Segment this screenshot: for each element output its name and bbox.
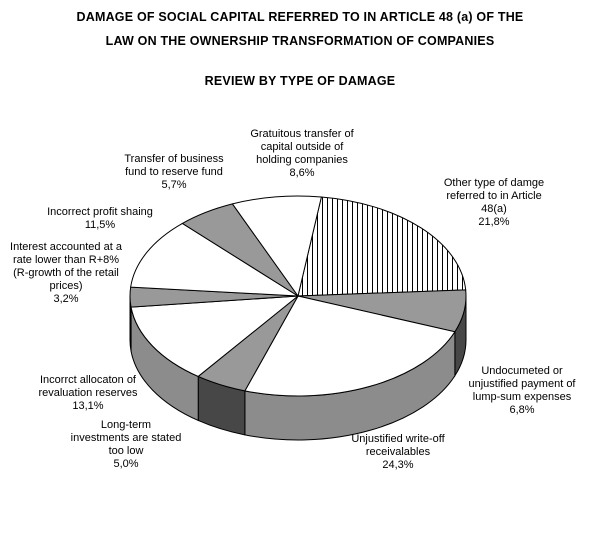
slice-category-label: too low	[108, 445, 144, 457]
slice-value-label: 21,8%	[478, 216, 510, 228]
slice-category-label: (R-growth of the retail	[13, 267, 119, 279]
slice-category-label: Gratuitous transfer of	[250, 128, 354, 140]
slice-category-label: holding companies	[256, 154, 348, 166]
slice-value-label: 6,8%	[509, 404, 535, 416]
slice-value-label: 13,1%	[72, 400, 104, 412]
slice-label-3	[71, 419, 182, 470]
slice-category-label: Undocumeted or	[481, 365, 563, 377]
slice-label-8	[250, 128, 354, 179]
slice-value-label: 8,6%	[289, 167, 315, 179]
chart-subtitle: REVIEW BY TYPE OF DAMAGE	[204, 74, 396, 88]
slice-value-label: 3,2%	[53, 293, 79, 305]
chart-title-line-1: DAMAGE OF SOCIAL CAPITAL REFERRED TO IN ARTICLE 48 (a) OF THE	[76, 10, 524, 24]
slice-category-label: fund to reserve fund	[125, 166, 223, 178]
slice-category-label: Transfer of business	[124, 153, 224, 165]
slice-category-label: capital outside of	[260, 141, 344, 153]
pie-slice-0	[298, 197, 466, 296]
pie-top-faces	[130, 196, 466, 396]
slice-label-1	[468, 365, 576, 416]
slice-label-2	[351, 433, 445, 471]
slice-category-label: referred to in Article	[446, 190, 542, 202]
slice-category-label: receivalables	[365, 446, 431, 458]
slice-value-label: 5,0%	[113, 458, 139, 470]
slice-label-0	[444, 177, 544, 228]
slice-category-label: Long-term	[100, 419, 152, 431]
slice-category-label: Incorrect profit shaing	[47, 206, 153, 218]
slice-category-label: Interest accounted at a	[10, 241, 122, 253]
slice-value-label: 24,3%	[382, 459, 414, 471]
slice-category-label: revaluation reserves	[38, 387, 138, 399]
slice-category-label: unjustified payment of	[468, 378, 576, 390]
slice-label-7	[124, 153, 224, 191]
slice-category-label: Other type of damge	[443, 177, 545, 189]
slice-value-label: 5,7%	[161, 179, 187, 191]
chart-title-line-2: LAW ON THE OWNERSHIP TRANSFORMATION OF COMPANIES	[105, 34, 495, 48]
slice-category-label: 48(a)	[481, 203, 507, 215]
slice-label-4	[38, 374, 138, 412]
slice-value-label: 11,5%	[84, 219, 116, 231]
slice-label-6	[47, 206, 153, 231]
slice-category-label: investments are stated	[70, 432, 182, 444]
slice-category-label: Incorrct allocaton of	[40, 374, 136, 386]
slice-category-label: Unjustified write-off	[351, 433, 445, 445]
slice-category-label: prices)	[49, 280, 83, 292]
slice-label-5	[10, 241, 123, 305]
slice-category-label: lump-sum expenses	[472, 391, 572, 403]
slice-category-label: rate lower than R+8%	[12, 254, 120, 266]
